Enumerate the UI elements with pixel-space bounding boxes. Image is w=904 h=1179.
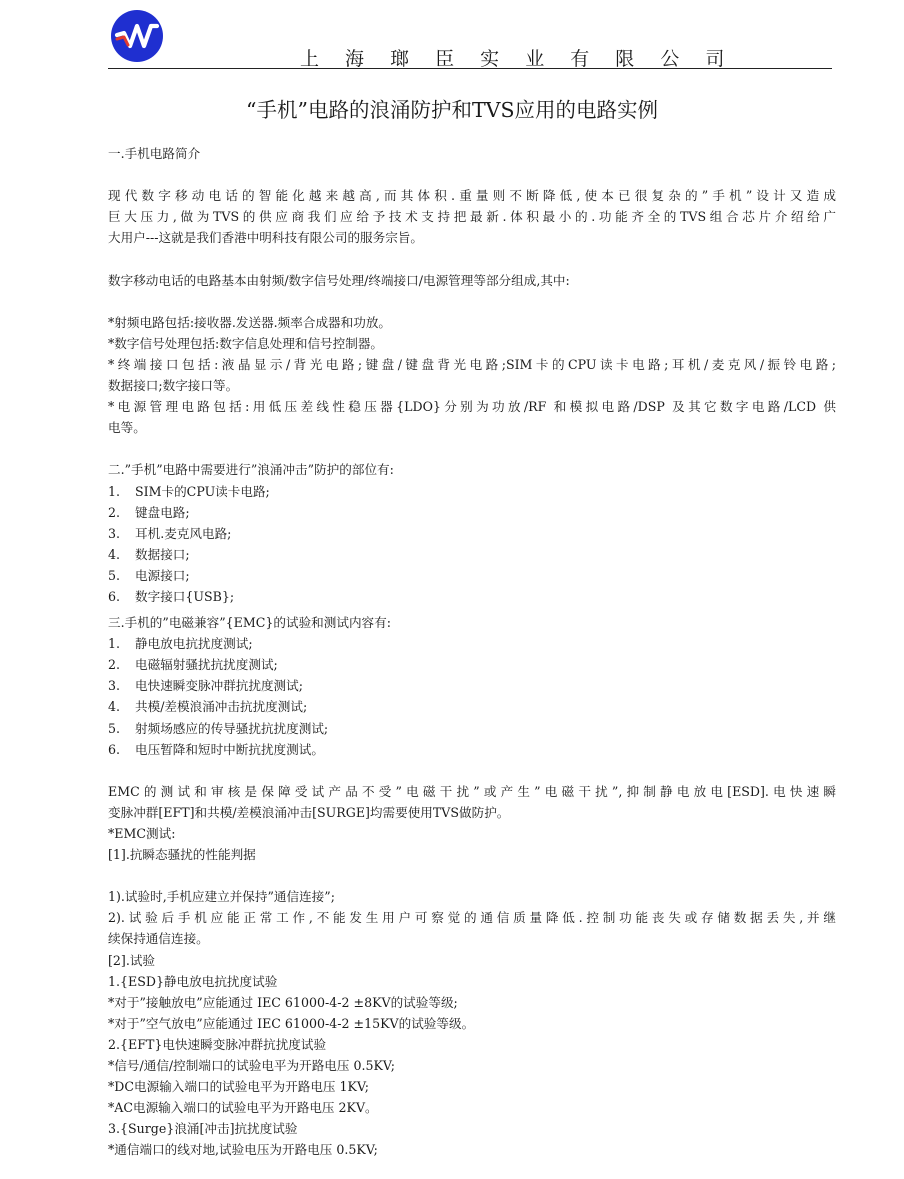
list-item-number: 3. <box>108 525 121 541</box>
test-line: *通信端口的线对地,试验电压为开路电压 0.5KV; <box>108 1142 378 1158</box>
test-line: [2].试验 <box>108 952 156 968</box>
list-item-number: 3. <box>108 678 121 694</box>
document-title: “手机”电路的浪涌防护和TVS应用的电路实例 <box>246 98 658 122</box>
list-item-number: 5. <box>108 567 121 583</box>
test-line: *对于”空气放电”应能通过 IEC 61000-4-2 ±15KV的试验等级。 <box>108 1015 475 1031</box>
section1-bullet: *数字信号处理包括:数字信息处理和信号控制器。 <box>108 335 384 351</box>
criteria-line: 1).试验时,手机应建立并保持”通信连接”; <box>108 889 335 905</box>
list-item-number: 6. <box>108 741 121 757</box>
list-item-text: 键盘电路; <box>135 504 190 520</box>
criteria-heading: [1].抗瞬态骚扰的性能判据 <box>108 847 256 863</box>
list-item <box>108 586 836 607</box>
test-line: *AC电源输入端口的试验电平为开路电压 2KV。 <box>108 1100 378 1116</box>
list-item-number: 4. <box>108 699 121 715</box>
section1-para1-line: 巨大压力,做为TVS的供应商我们应给予技术支持把最新.体积最小的.功能齐全的TVS组合芯片介绍给广 <box>108 209 836 225</box>
emc-paragraph-line: EMC的测试和审核是保障受试产品不受”电磁干扰”或产生”电磁干扰”,抑制静电放电[ESD].电快速瞬 <box>108 783 836 799</box>
list-item <box>108 675 836 696</box>
criteria-line: 续保持通信连接。 <box>108 931 209 947</box>
list-item-number: 2. <box>108 657 121 673</box>
emc-test-label: *EMC测试: <box>108 826 176 841</box>
test-line: 2.{EFT}电快速瞬变脉冲群抗扰度试验 <box>108 1036 327 1052</box>
list-item-text: 电压暂降和短时中断抗扰度测试。 <box>135 741 324 757</box>
list-item-text: 数字接口{USB}; <box>135 588 235 604</box>
list-item-number: 6. <box>108 588 121 604</box>
company-logo <box>110 9 164 63</box>
test-line: *信号/通信/控制端口的试验电平为开路电压 0.5KV; <box>108 1058 395 1074</box>
section2-heading: 二.”手机”电路中需要进行”浪涌冲击”防护的部位有: <box>108 462 394 478</box>
test-line: *对于”接触放电”应能通过 IEC 61000-4-2 ±8KV的试验等级; <box>108 994 458 1010</box>
section1-bullet: 电等。 <box>108 420 146 436</box>
test-line: 1.{ESD}静电放电抗扰度试验 <box>108 973 278 989</box>
list-item-text: SIM卡的CPU读卡电路; <box>135 483 270 499</box>
list-item <box>108 544 836 565</box>
list-item-text: 电快速瞬变脉冲群抗扰度测试; <box>135 678 303 694</box>
list-item-text: 数据接口; <box>135 546 190 562</box>
test-line: 3.{Surge}浪涌[冲击]抗扰度试验 <box>108 1121 298 1137</box>
list-item <box>108 565 836 586</box>
section1-bullet: *电源管理电路包括:用低压差线性稳压器{LDO}分别为功放/RF 和模拟电路/DSP 及其它数字电路/LCD 供 <box>108 399 836 415</box>
list-item-number: 1. <box>108 483 121 499</box>
list-item-number: 4. <box>108 546 121 562</box>
section1-bullet: 数据接口;数字接口等。 <box>108 378 239 394</box>
list-item <box>108 502 836 523</box>
section1-heading: 一.手机电路简介 <box>108 146 201 161</box>
list-item-text: 静电放电抗扰度测试; <box>135 636 253 652</box>
section1-para1-line: 现代数字移动电话的智能化越来越高,而其体积.重量则不断降低,使本已很复杂的”手机”设计又造成 <box>108 188 836 204</box>
list-item <box>108 523 836 544</box>
document-body <box>108 143 836 1161</box>
list-item <box>108 481 836 502</box>
list-item-text: 电磁辐射骚扰抗扰度测试; <box>135 657 278 673</box>
list-item <box>108 718 836 739</box>
criteria-line: 2).试验后手机应能正常工作,不能发生用户可察觉的通信质量降低.控制功能丧失或存储数据丢失,并继 <box>108 910 836 926</box>
list-item-text: 耳机.麦克风电路; <box>135 525 232 541</box>
section1-para2: 数字移动电话的电路基本由射频/数字信号处理/终端接口/电源管理等部分组成,其中: <box>108 272 570 288</box>
list-item-text: 射频场感应的传导骚扰抗扰度测试; <box>135 720 329 736</box>
list-item-text: 电源接口; <box>135 567 190 583</box>
list-item <box>108 633 836 654</box>
section3-heading: 三.手机的”电磁兼容”{EMC}的试验和测试内容有: <box>108 615 391 631</box>
list-item <box>108 696 836 717</box>
section1-para1-line: 大用户---这就是我们香港中明科技有限公司的服务宗旨。 <box>108 230 424 246</box>
list-item-number: 1. <box>108 636 121 652</box>
list-item <box>108 739 836 760</box>
header-rule <box>108 68 832 69</box>
section1-bullet: *终端接口包括:液晶显示/背光电路;键盘/键盘背光电路;SIM卡的CPU读卡电路;耳机/麦克风/振铃电路; <box>108 356 836 372</box>
list-item-text: 共模/差模浪涌冲击抗扰度测试; <box>135 699 308 715</box>
list-item-number: 2. <box>108 504 121 520</box>
section1-bullet: *射频电路包括:接收器.发送器.频率合成器和功放。 <box>108 314 392 330</box>
list-item-number: 5. <box>108 720 121 736</box>
emc-paragraph-line: 变脉冲群[EFT]和共模/差模浪涌冲击[SURGE]均需要使用TVS做防护。 <box>108 804 510 820</box>
list-item <box>108 654 836 675</box>
company-name: 上 海 瑯 臣 实 业 有 限 公 司 <box>300 48 735 70</box>
test-line: *DC电源输入端口的试验电平为开路电压 1KV; <box>108 1079 370 1095</box>
